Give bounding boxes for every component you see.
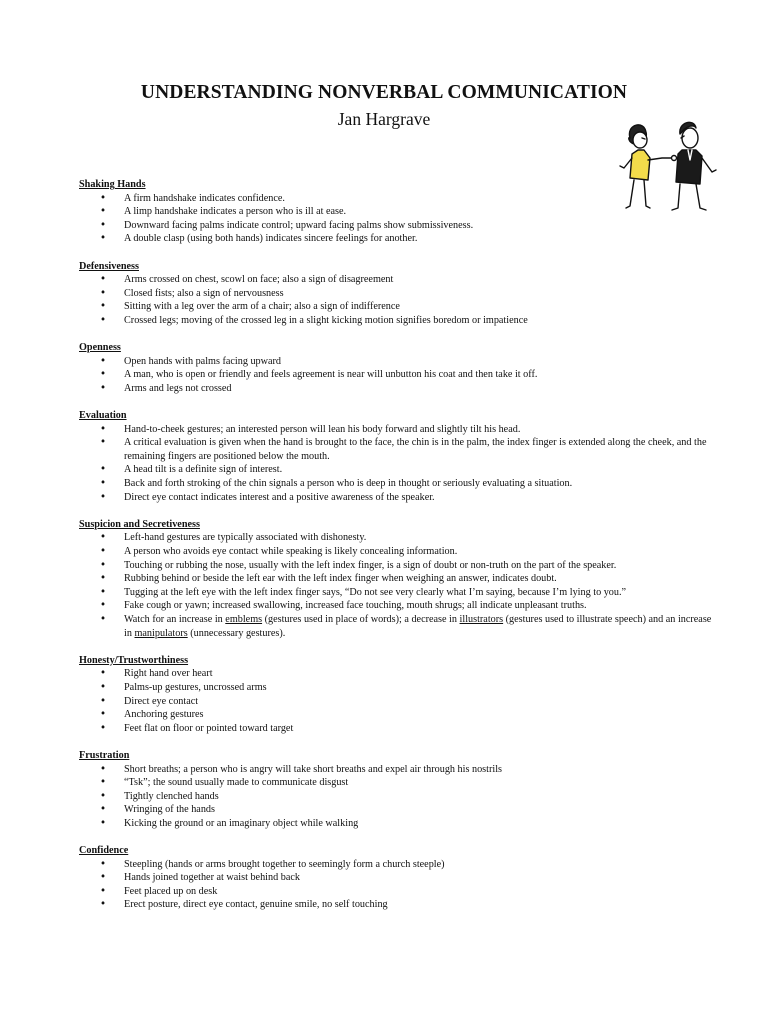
section-honesty-trustworthiness <box>79 654 719 736</box>
list-item: • Downward facing palms indicate control; upward facing palms show submissiveness. <box>79 219 719 233</box>
list-item: • A double clasp (using both hands) indicates sincere feelings for another. <box>79 232 719 246</box>
section-openness <box>79 341 719 395</box>
section-confidence <box>79 844 719 912</box>
list-item: • Crossed legs; moving of the crossed leg in a slight kicking motion signifies boredom or impatience <box>79 314 719 328</box>
section-heading: Defensiveness <box>79 260 139 272</box>
list-item: • Fake cough or yawn; increased swallowing, increased face touching, mouth shrugs; all indicate unpleasant truths. <box>79 599 719 613</box>
list-item: • A head tilt is a definite sign of interest. <box>79 463 719 477</box>
section-heading: Confidence <box>79 845 129 857</box>
list-item-gestures <box>79 613 719 640</box>
section-heading: Openness <box>79 342 121 354</box>
list-item: • Closed fists; also a sign of nervousness <box>79 287 719 301</box>
list-item: • Sitting with a leg over the arm of a chair; also a sign of indifference <box>79 300 719 314</box>
item-text: (gestures used to illustrate speech) and an increase in <box>124 614 712 639</box>
item-text: Watch for an increase in <box>124 614 226 625</box>
sections-container <box>79 178 719 926</box>
list-item: • Anchoring gestures <box>79 708 719 722</box>
list-item: • Touching or rubbing the nose, usually with the left index finger, is a sign of doubt or non-truth on the part of the speaker. <box>79 559 719 573</box>
section-defensiveness <box>79 260 719 328</box>
section-heading: Honesty/Trustworthiness <box>79 654 189 666</box>
section-heading: Evaluation <box>79 410 127 422</box>
section-evaluation <box>79 409 719 504</box>
list-item: • A person who avoids eye contact while speaking is likely concealing information. <box>79 545 719 559</box>
list-item: • Feet placed up on desk <box>79 885 719 899</box>
list-item: • “Tsk”; the sound usually made to communicate disgust <box>79 776 719 790</box>
list-item: • Feet flat on floor or pointed toward target <box>79 722 719 736</box>
list-item: • Tugging at the left eye with the left index finger says, “Do not see very clearly what I’m saying, because I’m lying to you.” <box>79 586 719 600</box>
term-emblems: emblems <box>225 614 263 625</box>
list-item: • Direct eye contact indicates interest and a positive awareness of the speaker. <box>79 491 719 505</box>
list-item: • Open hands with palms facing upward <box>79 355 719 369</box>
item-text: (unnecessary gestures). <box>187 627 286 639</box>
list-item: • Arms and legs not crossed <box>79 382 719 396</box>
document-title: UNDERSTANDING NONVERBAL COMMUNICATION <box>140 82 628 103</box>
list-item: • Hand-to-cheek gestures; an interested person will lean his body forward and slightly tilt his head. <box>79 423 719 437</box>
list-item: • Hands joined together at waist behind back <box>79 871 719 885</box>
section-suspicion-secretiveness <box>79 518 719 640</box>
list-item: • A critical evaluation is given when the hand is brought to the face, the chin is in the palm, the index finger is extended along the cheek, and the remaining fingers are positioned below the mouth. <box>79 436 719 463</box>
list-item: • A man, who is open or friendly and feels agreement is near will unbutton his coat and then take it off. <box>79 368 719 382</box>
list-item: • Wringing of the hands <box>79 803 719 817</box>
term-illustrators: illustrators <box>459 614 504 625</box>
section-frustration <box>79 749 719 831</box>
list-item: • Short breaths; a person who is angry will take short breaths and expel air through his nostrils <box>79 763 719 777</box>
section-shaking-hands <box>79 178 719 246</box>
list-item: • Rubbing behind or beside the left ear with the left index finger when weighing an answer, indicates doubt. <box>79 572 719 586</box>
document-author: Jan Hargrave <box>337 109 431 129</box>
list-item: • Palms-up gestures, uncrossed arms <box>79 681 719 695</box>
list-item: • Back and forth stroking of the chin signals a person who is deep in thought or seriously evaluating a situation. <box>79 477 719 491</box>
section-heading: Frustration <box>79 749 130 761</box>
list-item: • A limp handshake indicates a person who is ill at ease. <box>79 205 719 219</box>
section-heading: Shaking Hands <box>79 179 146 190</box>
list-item: • Left-hand gestures are typically associated with dishonesty. <box>79 531 719 545</box>
list-item: • Right hand over heart <box>79 667 719 681</box>
list-item: • A firm handshake indicates confidence. <box>79 192 719 206</box>
term-manipulators: manipulators <box>134 627 188 639</box>
list-item: • Arms crossed on chest, scowl on face; also a sign of disagreement <box>79 273 719 287</box>
section-heading: Suspicion and Secretiveness <box>79 518 200 530</box>
list-item: • Steepling (hands or arms brought together to seemingly form a church steeple) <box>79 858 719 872</box>
list-item: • Tightly clenched hands <box>79 790 719 804</box>
list-item: • Erect posture, direct eye contact, genuine smile, no self touching <box>79 898 719 912</box>
list-item: • Kicking the ground or an imaginary object while walking <box>79 817 719 831</box>
list-item: • Direct eye contact <box>79 695 719 709</box>
item-text: (gestures used in place of words); a decrease in <box>262 614 460 625</box>
